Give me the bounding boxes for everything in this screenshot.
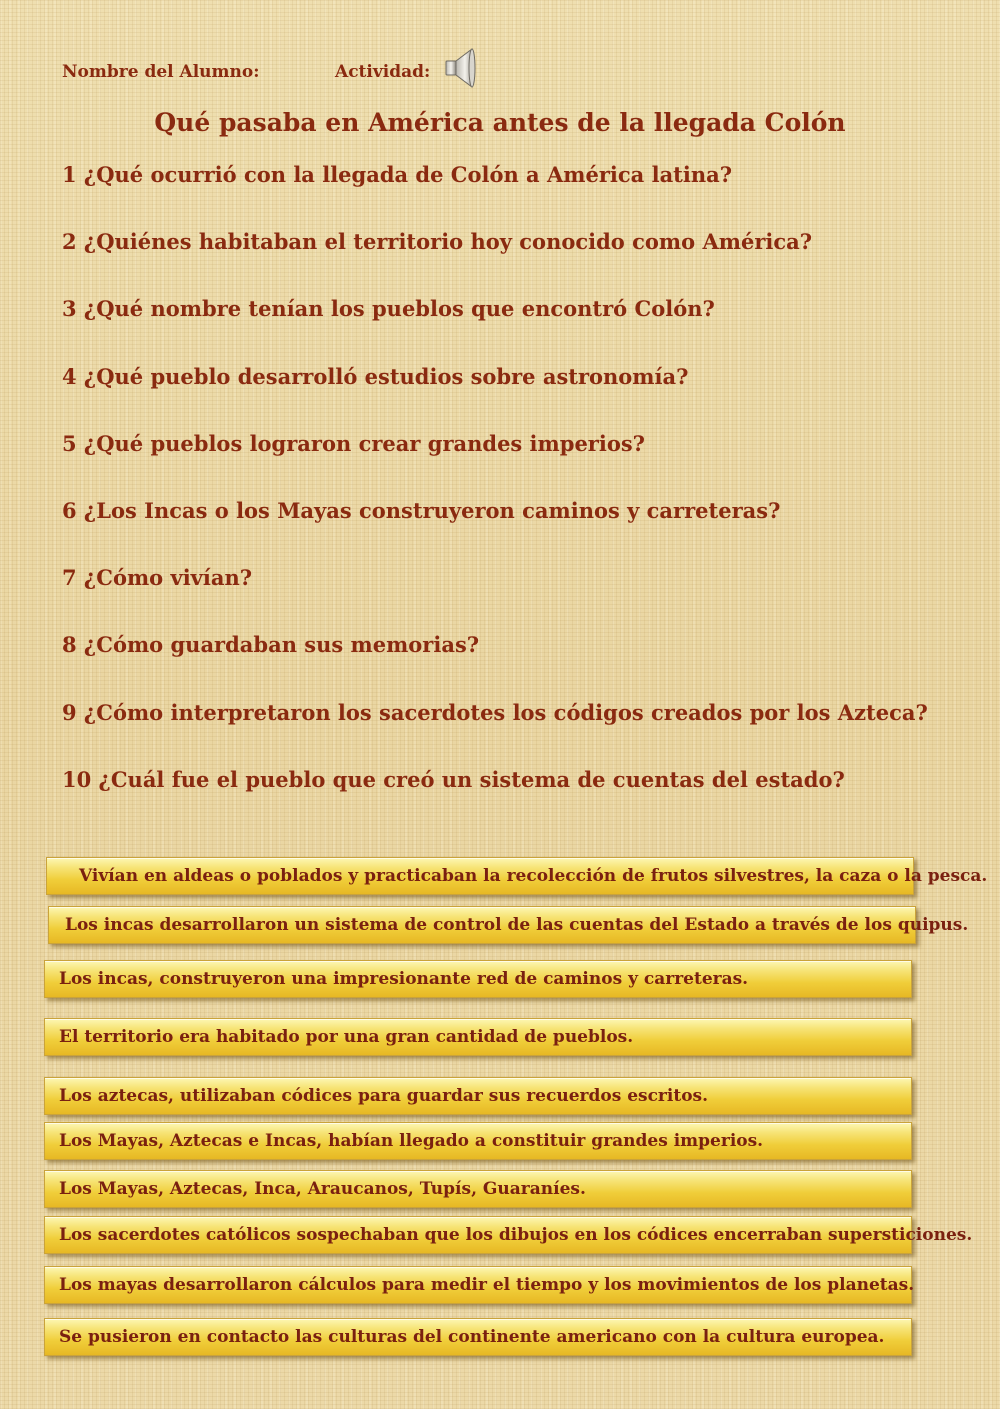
answer-card-5[interactable]: Los aztecas, utilizaban códices para guardar sus recuerdos escritos. (44, 1077, 912, 1115)
question-9: 9 ¿Cómo interpretaron los sacerdotes los códigos creados por los Azteca? (62, 699, 928, 725)
answer-card-9[interactable]: Los mayas desarrollaron cálculos para medir el tiempo y los movimientos de los planetas. (44, 1266, 912, 1304)
question-8: 8 ¿Cómo guardaban sus memorias? (62, 632, 480, 658)
question-6: 6 ¿Los Incas o los Mayas construyeron caminos y carreteras? (62, 497, 781, 523)
question-7: 7 ¿Cómo vivían? (62, 565, 253, 591)
speaker-icon[interactable] (442, 44, 482, 92)
question-10: 10 ¿Cuál fue el pueblo que creó un sistema de cuentas del estado? (62, 766, 845, 792)
answer-card-8[interactable]: Los sacerdotes católicos sospechaban que los dibujos en los códices encerraban supersticiones. (44, 1216, 912, 1254)
question-list (62, 162, 928, 834)
question-4: 4 ¿Qué pueblo desarrolló estudios sobre astronomía? (62, 363, 689, 389)
question-5: 5 ¿Qué pueblos lograron crear grandes imperios? (62, 430, 645, 456)
answer-card-7[interactable]: Los Mayas, Aztecas, Inca, Araucanos, Tupís, Guaraníes. (44, 1170, 912, 1208)
answer-card-3[interactable]: Los incas, construyeron una impresionante red de caminos y carreteras. (44, 960, 912, 998)
answer-card-6[interactable]: Los Mayas, Aztecas e Incas, habían llegado a constituir grandes imperios. (44, 1122, 912, 1160)
student-name-label: Nombre del Alumno: (62, 62, 260, 82)
answer-card-2[interactable]: Los incas desarrollaron un sistema de control de las cuentas del Estado a través de los quipus. (48, 906, 916, 944)
question-2: 2 ¿Quiénes habitaban el territorio hoy conocido como América? (62, 229, 813, 255)
activity-label: Actividad: (335, 62, 431, 82)
question-1: 1 ¿Qué ocurrió con la llegada de Colón a América latina? (62, 162, 733, 187)
question-3: 3 ¿Qué nombre tenían los pueblos que encontró Colón? (62, 296, 715, 322)
page-title: Qué pasaba en América antes de la llegada Colón (154, 108, 846, 137)
answer-card-10[interactable]: Se pusieron en contacto las culturas del continente americano con la cultura europea. (44, 1318, 912, 1356)
answer-card-1[interactable]: Vivían en aldeas o poblados y practicaban la recolección de frutos silvestres, la caza o la pesca. (46, 857, 914, 895)
answer-card-4[interactable]: El territorio era habitado por una gran cantidad de pueblos. (44, 1018, 912, 1056)
